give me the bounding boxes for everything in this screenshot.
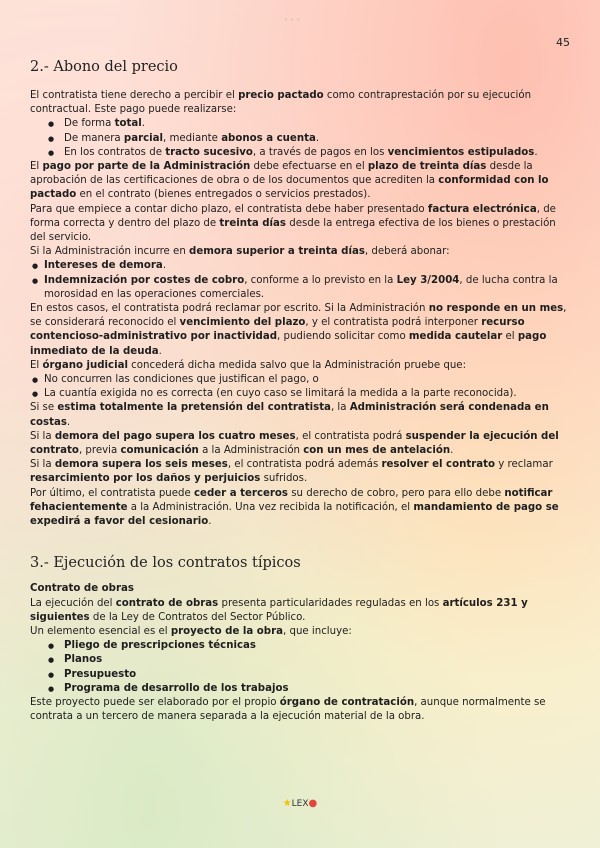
text-run: , la bbox=[330, 402, 350, 414]
text-run: El bbox=[30, 359, 43, 371]
bold-text: suspender la ejecución del contrato bbox=[30, 430, 559, 457]
bold-text: pago por parte de la Administración bbox=[42, 161, 251, 173]
text-run: , se considerará reconocido el bbox=[30, 303, 567, 329]
bold-text: treinta días bbox=[219, 217, 286, 229]
paragraph bbox=[30, 430, 570, 458]
bold-text: comunicación bbox=[120, 445, 199, 457]
text-run: y reclamar bbox=[495, 459, 553, 471]
text-run: Si la bbox=[30, 459, 55, 471]
text-run: . bbox=[534, 146, 538, 158]
bold-text: estima totalmente la pretensión del contratista bbox=[57, 402, 331, 414]
paragraph bbox=[30, 458, 570, 486]
drop-icon: ● bbox=[308, 798, 318, 809]
text-run: como contraprestación por su ejecución contractual. Este pago puede realizarse: bbox=[30, 90, 532, 116]
paragraph bbox=[30, 359, 570, 373]
text-run: , de forma correcta y dentro del plazo de bbox=[30, 203, 556, 229]
bold-text: artículos 231 y siguientes bbox=[30, 597, 528, 623]
bold-text: resarcimiento por los daños y perjuicios bbox=[30, 473, 261, 485]
bold-text: notificar fehacientemente bbox=[30, 487, 553, 513]
text-run: De forma bbox=[64, 118, 115, 130]
paragraph bbox=[30, 89, 570, 117]
text-run: . bbox=[162, 260, 167, 272]
bold-text: medida cautelar bbox=[408, 331, 503, 343]
bold-text: ceder a terceros bbox=[194, 487, 288, 499]
text-run: en el contrato (bienes entregados o servicios prestados). bbox=[76, 189, 371, 201]
text-run: No concurren las condiciones que justifican el pago, o bbox=[44, 374, 319, 386]
text-run: , a través de pagos en los bbox=[252, 146, 388, 158]
bullet-list bbox=[30, 639, 570, 696]
text-run: el bbox=[502, 331, 518, 343]
text-run: Por último, el contratista puede bbox=[30, 487, 195, 499]
text-run: De manera bbox=[64, 132, 124, 144]
text-run: debe efectuarse en el bbox=[250, 161, 368, 173]
bold-text: demora superior a treinta días bbox=[189, 246, 365, 258]
text-run: . bbox=[315, 132, 320, 144]
paragraph bbox=[30, 401, 570, 429]
list-item bbox=[30, 259, 570, 273]
bold-text: parcial bbox=[123, 132, 164, 144]
text-run: . bbox=[141, 118, 145, 130]
bold-text: vencimientos estipulados bbox=[387, 146, 535, 158]
bold-text: contrato de obras bbox=[115, 597, 219, 609]
section-2-heading: 2.- Abono del precio bbox=[30, 59, 178, 75]
text-run: a la Administración. Una vez recibida la notificación, el bbox=[127, 501, 414, 513]
text-run: Si se bbox=[30, 402, 58, 414]
paragraph bbox=[30, 597, 570, 625]
text-run: , el contratista podrá bbox=[295, 430, 406, 442]
list-item bbox=[30, 387, 570, 401]
bold-text: Planos bbox=[64, 654, 103, 666]
text-run: , mediante bbox=[163, 132, 222, 144]
text-run: . bbox=[66, 416, 71, 428]
text-run: desde la entrega efectiva de los bienes o prestación del servicio. bbox=[30, 217, 556, 244]
text-run: , pudiendo solicitar como bbox=[277, 331, 409, 343]
bold-text: demora supera los seis meses bbox=[54, 459, 228, 471]
bold-text: con un mes de antelación bbox=[303, 445, 451, 457]
text-run: . bbox=[450, 445, 454, 457]
list-item bbox=[30, 146, 570, 160]
bold-text: proyecto de la obra bbox=[170, 625, 284, 637]
bullet-list bbox=[30, 373, 570, 401]
bold-text: órgano de contratación bbox=[279, 696, 415, 708]
bold-text: Intereses de demora bbox=[44, 260, 163, 272]
section-3-heading: 3.- Ejecución de los contratos típicos bbox=[30, 555, 301, 572]
bold-text: resolver el contrato bbox=[381, 459, 495, 471]
bold-text: Ley 3/2004 bbox=[396, 274, 460, 286]
bold-text: recurso contencioso-administrativo por inactividad bbox=[30, 317, 525, 343]
star-icon: ★ bbox=[282, 798, 292, 809]
text-run: presenta particularidades reguladas en los bbox=[218, 597, 443, 609]
bold-text: demora del pago supera los cuatro meses bbox=[54, 430, 296, 442]
bold-text: Administración será condenada en costas bbox=[30, 402, 549, 428]
bold-text: Presupuesto bbox=[64, 668, 137, 680]
bold-text: tracto sucesivo bbox=[165, 146, 253, 158]
text-run: , previa bbox=[78, 445, 121, 457]
text-run: , deberá abonar: bbox=[364, 246, 450, 258]
bold-text: abonos a cuenta bbox=[221, 132, 316, 144]
text-run: desde la aprobación de las certificaciones de obra o de los documentos que acrediten la bbox=[30, 161, 533, 187]
text-run: Si la Administración incurre en bbox=[30, 246, 190, 258]
bold-text: plazo de treinta días bbox=[367, 161, 487, 173]
list-item bbox=[30, 639, 570, 653]
text-run: . bbox=[208, 516, 212, 528]
text-run: . bbox=[158, 345, 162, 357]
bold-text: mandamiento de pago se expedirá a favor del cesionario bbox=[30, 501, 559, 528]
bold-text: precio pactado bbox=[238, 90, 324, 101]
bold-text: no responde en un mes bbox=[428, 303, 564, 315]
list-item bbox=[30, 117, 570, 131]
bold-text: Programa de desarrollo de los trabajos bbox=[64, 682, 289, 694]
text-run: Si la bbox=[30, 430, 55, 442]
bold-text: conformidad con lo pactado bbox=[30, 175, 549, 201]
list-item bbox=[30, 668, 570, 682]
bold-text: vencimiento del plazo bbox=[179, 317, 306, 329]
list-item bbox=[30, 653, 570, 667]
bold-text: Pliego de prescripciones técnicas bbox=[64, 640, 256, 652]
text-run: , de lucha contra la morosidad en las operaciones comerciales. bbox=[44, 274, 558, 300]
text-run: a la Administración bbox=[198, 445, 304, 457]
bold-text: órgano judicial bbox=[42, 359, 128, 371]
bullet-list bbox=[30, 117, 570, 160]
text-run: de la Ley de Contratos del Sector Público. bbox=[89, 611, 306, 623]
document-body bbox=[30, 58, 570, 724]
text-run: , y el contratista podrá interponer bbox=[305, 317, 482, 329]
text-run: su derecho de cobro, pero para ello debe bbox=[288, 487, 505, 499]
text-run: La ejecución del bbox=[30, 597, 116, 609]
paragraph bbox=[30, 160, 570, 203]
text-run: En los contratos de bbox=[64, 146, 166, 158]
text-run: La cuantía exigida no es correcta (en cuyo caso se limitará la medida a la parte reconocida). bbox=[44, 388, 517, 400]
text-run: El contratista tiene derecho a percibir el bbox=[30, 90, 239, 101]
bold-text: pago inmediato de la deuda bbox=[30, 331, 547, 357]
bold-text: Indemnización por costes de cobro bbox=[44, 274, 245, 286]
page-number: 45 bbox=[556, 36, 570, 49]
bold-text: total bbox=[114, 118, 142, 130]
list-item bbox=[30, 373, 570, 387]
text-run: sufridos. bbox=[260, 473, 308, 485]
paragraph bbox=[30, 302, 570, 359]
text-run: Este proyecto puede ser elaborado por el propio bbox=[30, 696, 280, 708]
top-mark: ••• bbox=[284, 16, 303, 24]
list-item bbox=[30, 274, 570, 302]
paragraph bbox=[30, 487, 570, 530]
paragraph bbox=[30, 245, 570, 259]
paragraph bbox=[30, 625, 570, 639]
text-run: , el contratista podrá además bbox=[227, 459, 382, 471]
bold-text: factura electrónica bbox=[427, 203, 537, 215]
logo-text: LEX bbox=[291, 799, 309, 809]
text-run: , conforme a lo previsto en la bbox=[244, 274, 397, 286]
text-run: , que incluye: bbox=[283, 625, 352, 637]
footer-logo bbox=[0, 798, 600, 809]
text-run: El bbox=[30, 161, 43, 173]
bullet-list bbox=[30, 259, 570, 302]
text-run: Para que empiece a contar dicho plazo, el contratista debe haber presentado bbox=[30, 203, 428, 215]
text-run: En estos casos, el contratista podrá reclamar por escrito. Si la Administración bbox=[30, 303, 429, 315]
text-run: concederá dicha medida salvo que la Administración pruebe que: bbox=[127, 359, 467, 371]
subheading: Contrato de obras bbox=[30, 583, 134, 595]
list-item bbox=[30, 132, 570, 146]
text-run: , aunque normalmente se contrata a un tercero de manera separada a la ejecución material de la obra. bbox=[30, 696, 546, 723]
paragraph bbox=[30, 696, 570, 724]
list-item bbox=[30, 682, 570, 696]
text-run: Un elemento esencial es el bbox=[30, 625, 171, 637]
paragraph bbox=[30, 203, 570, 246]
